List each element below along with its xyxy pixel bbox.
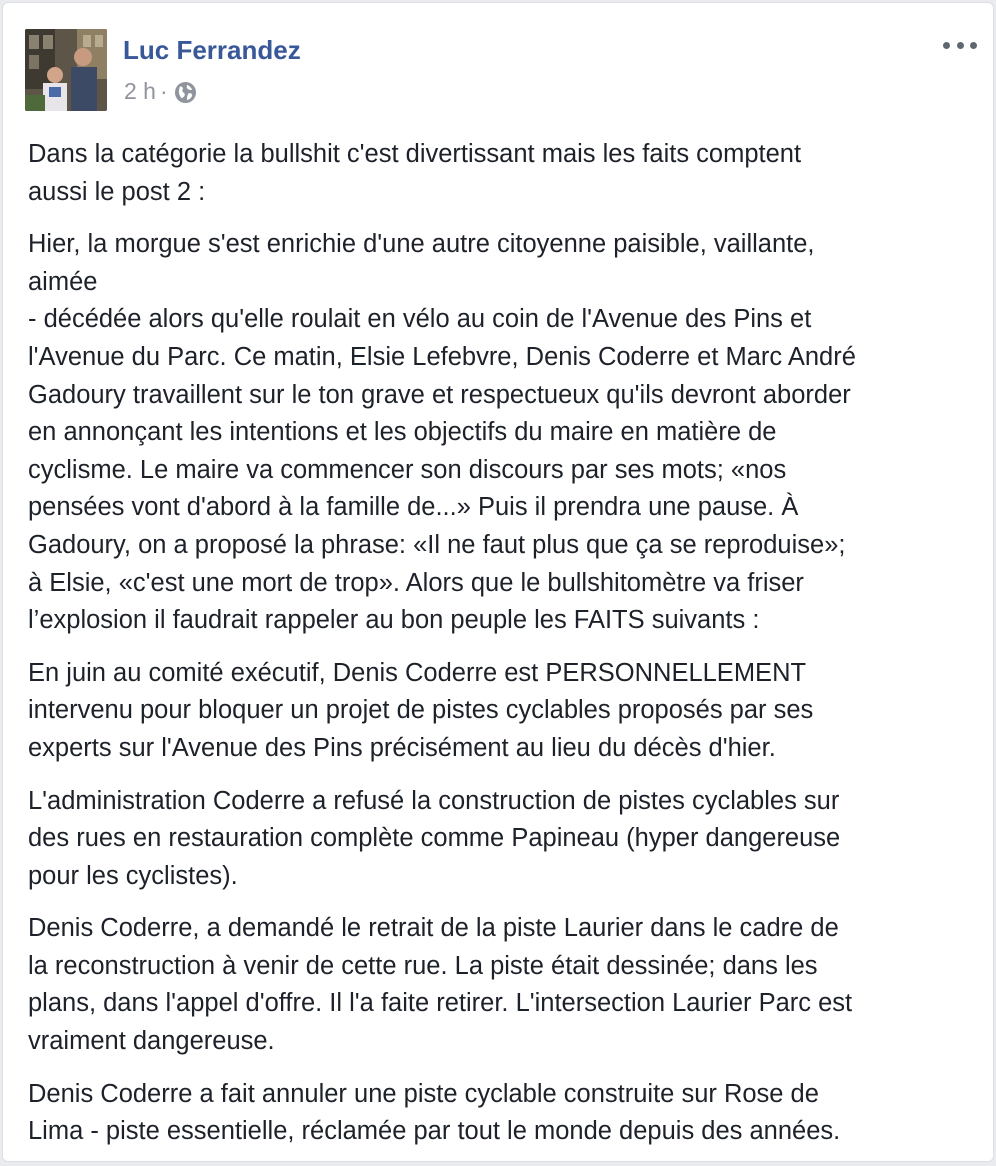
globe-icon[interactable] (174, 81, 197, 104)
paragraph-line: l’explosion il faudrait rappeler au bon peuple les FAITS suivants : (28, 606, 760, 635)
paragraph-line: en annonçant les intentions et les objectifs du maire en matière de (28, 418, 777, 447)
paragraph-line: plans, dans l'appel d'offre. Il l'a faite retirer. L'intersection Laurier Parc est (28, 989, 853, 1018)
paragraph-line: Gadoury travaillent sur le ton grave et respectueux qu'ils devront aborder (28, 380, 851, 409)
more-dot (957, 42, 964, 49)
paragraph-line: En juin au comité exécutif, Denis Coderre est PERSONNELLEMENT (28, 658, 807, 687)
post-paragraph (28, 136, 983, 211)
post-meta (124, 78, 197, 105)
post-paragraph (28, 910, 983, 1060)
post-paragraph (28, 655, 983, 768)
post-card (2, 2, 994, 1162)
paragraph-line: - décédée alors qu'elle roulait en vélo au coin de l'Avenue des Pins et (28, 305, 812, 334)
paragraph-line: Denis Coderre, a demandé le retrait de la piste Laurier dans le cadre de (28, 914, 839, 943)
paragraph-line: Hier, la morgue s'est enrichie d'une autre citoyenne paisible, vaillante, (28, 230, 815, 259)
paragraph-line: Denis Coderre a fait annuler une piste cyclable construite sur Rose de (28, 1079, 819, 1108)
paragraph-line: L'administration Coderre a refusé la construction de pistes cyclables sur (28, 786, 840, 815)
paragraph-line: des rues en restauration complète comme Papineau (hyper dangereuse (28, 824, 841, 853)
paragraph-line: l'Avenue du Parc. Ce matin, Elsie Lefebvre, Denis Coderre et Marc André (28, 342, 856, 371)
post-paragraph (28, 783, 983, 896)
paragraph-line: vraiment dangereuse. (28, 1027, 275, 1056)
paragraph-line: Lima - piste essentielle, réclamée par tout le monde depuis des années. (28, 1117, 841, 1146)
more-dot (970, 42, 977, 49)
paragraph-line: cyclisme. Le maire va commencer son discours par ses mots; «nos (28, 455, 787, 484)
post-body (28, 136, 983, 1166)
more-dot (943, 42, 950, 49)
paragraph-line: aimée (28, 267, 98, 296)
post-paragraph (28, 226, 983, 640)
paragraph-line: à Elsie, «c'est une mort de trop». Alors que le bullshitomètre va friser (28, 568, 804, 597)
post-timestamp[interactable]: 2 h (124, 78, 156, 104)
paragraph-line: intervenu pour bloquer un projet de pistes cyclables proposés par ses (28, 696, 814, 725)
paragraph-line: experts sur l'Avenue des Pins précisément au lieu du décès d'hier. (28, 733, 776, 762)
paragraph-line: aussi le post 2 : (28, 177, 206, 206)
paragraph-line: pour les cyclistes). (28, 861, 238, 890)
paragraph-line: Gadoury, on a proposé la phrase: «Il ne faut plus que ça se reproduise»; (28, 530, 846, 559)
paragraph-line: Dans la catégorie la bullshit c'est divertissant mais les faits comptent (28, 140, 802, 168)
paragraph-line: la reconstruction à venir de cette rue. La piste était dessinée; dans les (28, 951, 818, 980)
paragraph-line: pensées vont d'abord à la famille de...» Puis il prendra une pause. À (28, 493, 799, 522)
author-avatar[interactable] (25, 29, 107, 111)
more-options-icon[interactable] (943, 35, 977, 55)
meta-separator: · (159, 78, 168, 104)
post-paragraph (28, 1076, 983, 1151)
avatar-photo (25, 29, 107, 111)
author-name[interactable]: Luc Ferrandez (123, 35, 301, 65)
